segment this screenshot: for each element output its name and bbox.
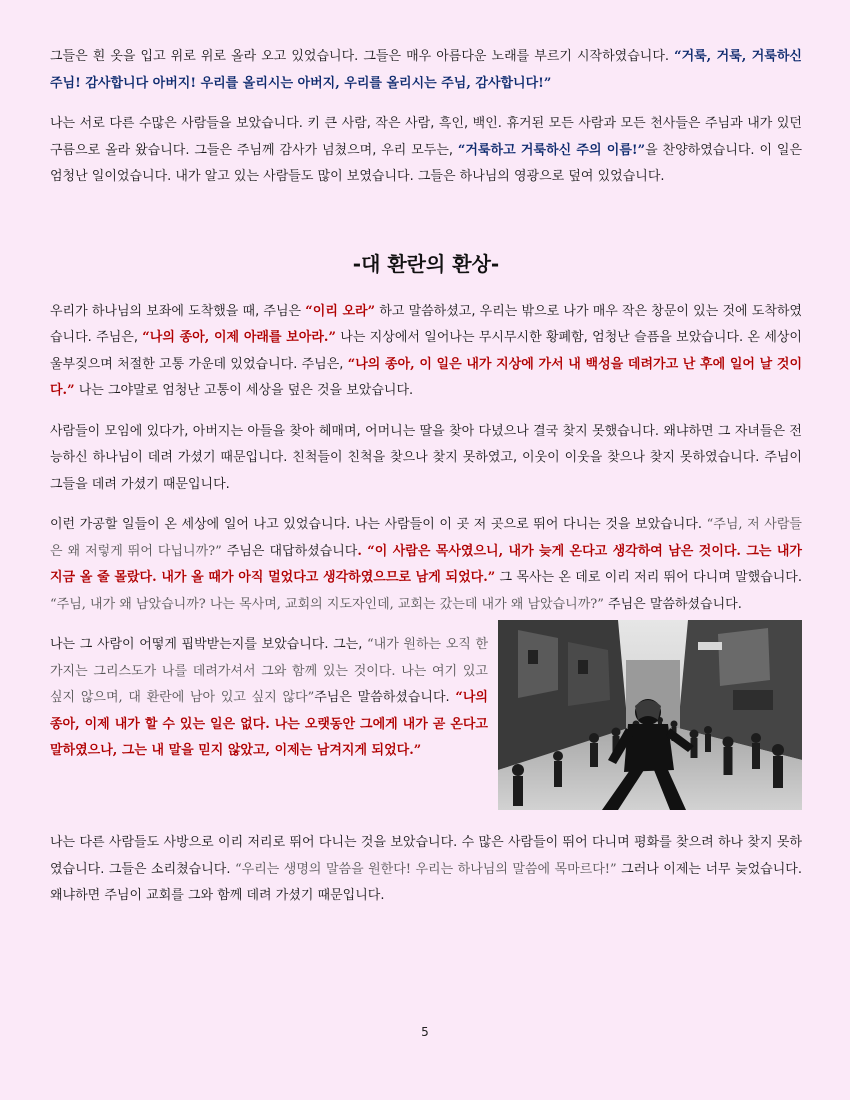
paragraph-4: 사람들이 모임에 있다가, 아버지는 아들을 찾아 헤매며, 어머니는 딸을 찾아 다녔으나 결국 찾지 못했습니다. 왜냐하면 그 자녀들은 전능하신 하나님이 데려 가셨기 때문입니다. 친척들이 친척을 찾으나 찾지 못하였고, 이웃이 이웃을 찾으나 찾지 못하였습니다. 주님이 그들을 데려 가셨기 때문입니다. xyxy=(50,423,802,492)
paragraph-5-question-2: “주님, 내가 왜 남았습니까? 나는 목사며, 교회의 지도자인데, 교회는 갔는데 내가 왜 남았습니까?” xyxy=(50,596,604,612)
paragraph-3-text-a: 우리가 하나님의 보좌에 도착했을 때, 주님은 xyxy=(50,303,306,319)
paragraph-7-quote: “우리는 생명의 말씀을 원한다! 우리는 하나님의 말씀에 목마르다!” xyxy=(234,861,617,877)
paragraph-2 xyxy=(50,111,802,191)
paragraph-3-quote-2: “나의 종아, 이제 아래를 보아라.” xyxy=(142,330,336,345)
paragraph-5-text-d: 주님은 말씀하셨습니다. xyxy=(603,596,742,612)
paragraph-6-quote-gray: “내가 원하는 오직 한 가지는 그리스도가 나를 데려가셔서 그와 함께 있는 것이다. 나는 여기 있고 싶지 않으며, 대 환란에 남아 있고 싶지 않다” xyxy=(50,637,488,705)
paragraph-3-quote-1: “이리 오라” xyxy=(305,303,376,319)
paragraph-6-text-b: 주님은 말씀하셨습니다. xyxy=(314,690,456,705)
paragraph-6-quote-red: “나의 종아, 이제 내가 할 수 있는 일은 없다. 나는 오랫동안 그에게 내가 곧 온다고 말하였으나, 그는 내 말을 믿지 않았고, 이제는 남겨지게 되었다.” xyxy=(50,690,488,758)
paragraph-2-text-b: 을 찬양하였습니다. 이 일은 엄청난 일이었습니다. 내가 알고 있는 사람들도 많이 보였습니다. 그들은 하나님의 영광으로 덮여 있었습니다. xyxy=(50,142,802,184)
section-heading: -대 환란의 환상- xyxy=(352,251,500,276)
paragraph-3-text-d: 나는 그야말로 엄청난 고통이 세상을 덮은 것을 보았습니다. xyxy=(74,383,414,398)
paragraph-3-quote-3: “나의 종아, 이 일은 내가 지상에 가서 내 백성을 데려가고 난 후에 일어 날 것이다.” xyxy=(50,356,803,398)
paragraph-3 xyxy=(50,299,802,405)
paragraph-1-quote: “거룩, 거룩, 거룩하신 주님! 감사합니다 아버지! 우리를 올리시는 아버지, 우리를 올리시는 주님, 감사합니다!” xyxy=(50,49,802,91)
page-content xyxy=(50,44,802,910)
paragraph-1 xyxy=(50,44,802,97)
paragraph-7-text-a: 나는 다른 사람들도 사방으로 이리 저리로 뛰어 다니는 것을 보았습니다. 수 많은 사람들이 뛰어 다니며 평화를 찾으려 하나 찾지 못하였습니다. 그들은 소리쳤습니다. xyxy=(50,835,802,877)
paragraph-5-text-b: 주님은 대답하셨습니다 xyxy=(221,543,358,559)
paragraph-3-text-c: 나는 지상에서 일어나는 무시무시한 황폐함, 엄청난 슬픔을 보았습니다. 온 세상이 울부짖으며 처절한 고통 가운데 있었습니다. 주님은, xyxy=(50,330,802,372)
paragraph-6-text-a: 나는 그 사람이 어떻게 핍박받는지를 보았습니다. 그는, xyxy=(50,637,367,652)
street-crowd-photo xyxy=(498,620,802,810)
paragraph-5-question-1: “주님, 저 사람들은 왜 저렇게 뛰어 다닙니까?” xyxy=(50,517,802,559)
paragraph-5-text-c: 그 목사는 온 데로 이리 저리 뛰어 다니며 말했습니다. xyxy=(495,570,802,585)
paragraph-2-text-a: 나는 서로 다른 수많은 사람들을 보았습니다. 키 큰 사람, 작은 사람, 흑인, 백인. 휴거된 모든 사람과 모든 천사들은 주님과 내가 있던 구름으로 올라 왔습니다. 그들은 주님께 감사가 넘쳤으며, 우리 모두는, xyxy=(50,116,802,158)
paragraph-7 xyxy=(50,830,802,910)
paragraph-3-text-b: 하고 말씀하셨고, 우리는 밖으로 나가 매우 작은 창문이 있는 것에 도착하였습니다. 주님은, xyxy=(50,303,802,345)
paragraph-5-text-a: 이런 가공할 일들이 온 세상에 일어 나고 있었습니다. 나는 사람들이 이 곳 저 곳으로 뛰어 다니는 것을 보았습니다. xyxy=(50,517,707,532)
paragraph-5 xyxy=(50,512,802,618)
paragraph-2-quote: “거룩하고 거룩하신 주의 이름!” xyxy=(457,142,646,158)
paragraph-7-text-b: 그러나 이제는 너무 늦었습니다. 왜냐하면 주님이 교회를 그와 함께 데려 가셨기 때문입니다. xyxy=(50,861,802,903)
paragraph-1-intro: 그들은 흰 옷을 입고 위로 위로 올라 오고 있었습니다. 그들은 매우 아름다운 노래를 부르기 시작하였습니다. xyxy=(50,49,670,64)
paragraph-5-quote-1: . “이 사람은 목사였으니, 내가 늦게 온다고 생각하여 남은 것이다. 그는 내가 지금 올 줄 몰랐다. 내가 올 때가 아직 멀었다고 생각하였으므로 남게 되었다.” xyxy=(50,543,802,585)
page-number: 5 xyxy=(421,1025,429,1039)
